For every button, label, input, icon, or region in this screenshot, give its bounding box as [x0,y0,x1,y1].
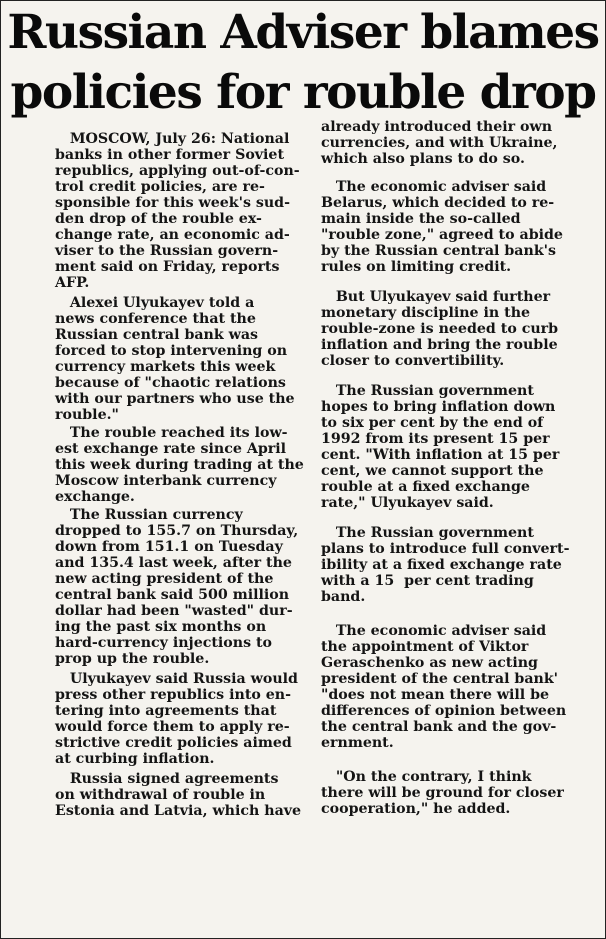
headline-line-2: policies for rouble drop [10,65,596,120]
right-column [321,119,593,817]
right-paragraph-7: "On the contrary, I think there will be ground for closer cooperation," he added. [321,769,564,817]
headline [7,3,599,123]
right-paragraph-4: The Russian government hopes to bring inflation down to six per cent by the end of 1992 from its present 15 per cent. "With inflation at 15 per cent, we cannot support the rouble at a fixed exchange rate," Ulyukayev said. [321,383,560,511]
left-paragraph-6: Russia signed agreements on withdrawal of rouble in Estonia and Latvia, which have [55,771,302,819]
right-paragraph-1: already introduced their own currencies, and with Ukraine, which also plans to do so. [321,119,558,167]
left-paragraph-5: Ulyukayev said Russia would press other republics into en- tering into agreements that would force them to apply re- strictive credit policies aimed at curbing inflation. [55,671,298,767]
right-paragraph-5: The Russian government plans to introduce full convert- ibility at a fixed exchange rate with a 15 per cent trading band. [321,525,570,605]
left-column [55,131,303,819]
left-paragraph-3: The rouble reached its low- est exchange rate since April this week during trading at the Moscow interbank currency exchange. [55,425,304,505]
left-paragraph-2: Alexei Ulyukayev told a news conference that the Russian central bank was forced to stop intervening on currency markets this week because of "chaotic relations with our partners who use the rouble." [55,295,295,423]
left-paragraph-4: The Russian currency dropped to 155.7 on Thursday, down from 151.1 on Tuesday and 135.4 last week, after the new acting president of the central bank said 500 million dollar had been "wasted" dur- ing the past six months on hard-currency injections to prop up the rouble. [55,507,299,667]
right-paragraph-6: The economic adviser said the appointment of Viktor Geraschenko as new acting president of the central bank' "does not mean there will be differences of opinion between the central bank and the gov- ernment. [321,623,567,751]
left-paragraph-1: MOSCOW, July 26: National banks in other former Soviet republics, applying out-of-con- trol credit policies, are re- sponsible for this week's sud- den drop of the rouble ex- change rate, an economic ad- viser to the Russian govern- ment said on Friday, reports AFP. [55,131,300,291]
right-paragraph-3: But Ulyukayev said further monetary discipline in the rouble-zone is needed to curb inflation and bring the rouble closer to convertibility. [321,289,559,369]
headline-line-1: Russian Adviser blames [7,5,599,60]
right-paragraph-2: The economic adviser said Belarus, which decided to re- main inside the so-called "rouble zone," agreed to abide by the Russian central bank's rules on limiting credit. [321,179,563,275]
